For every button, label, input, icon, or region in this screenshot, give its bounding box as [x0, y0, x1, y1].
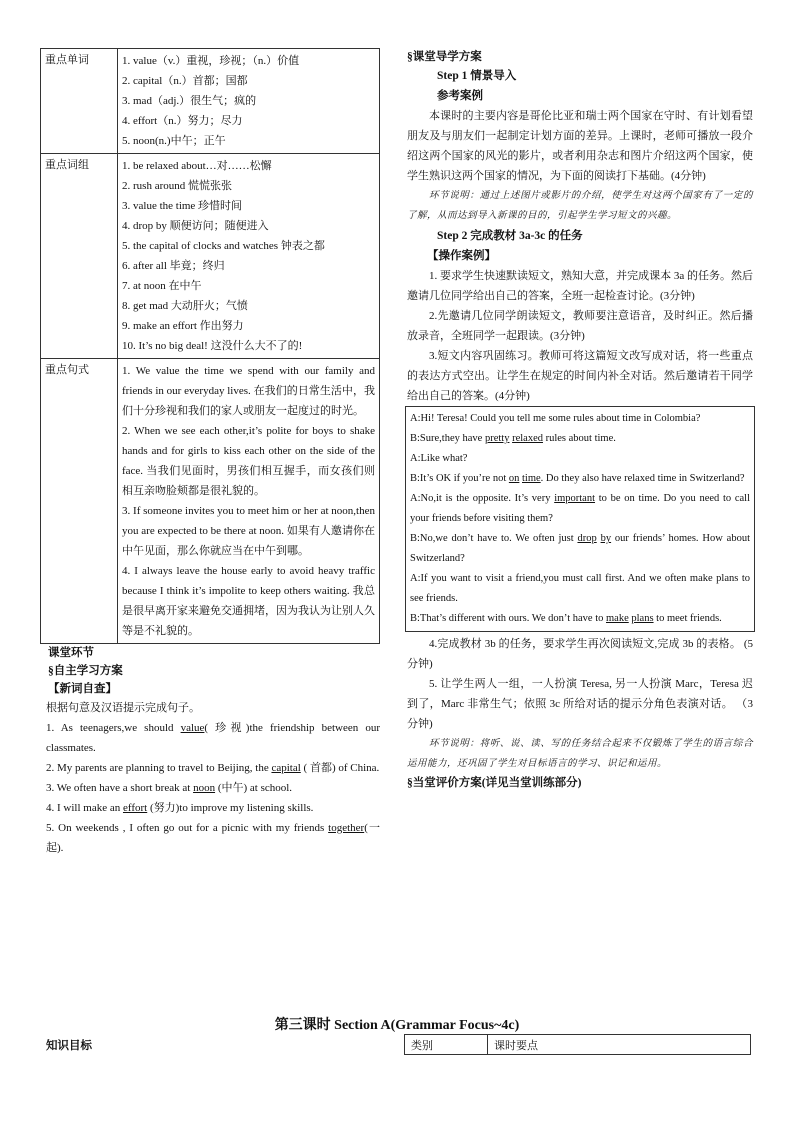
list-item: 4. effort（n.）努力；尽力	[122, 115, 243, 127]
exercise-text: ( 首都) of China.	[300, 762, 380, 774]
exercise-answer: capital	[271, 762, 301, 774]
list-item: 7. at noon 在中午	[122, 280, 202, 292]
list-item: 5. noon(n.)中午；正午	[122, 135, 226, 147]
list-item: 1. We value the time we spend with our family and friends in our everyday lives. 在我们的日常生活中，我们十分珍视和我们的家人或朋友一起度过的时光。	[122, 365, 375, 417]
dialog-line	[410, 449, 750, 469]
dialog-text: to meet friends.	[653, 613, 722, 624]
exercise-item	[46, 818, 380, 858]
list-item: 2. When we see each other,it’s polite for boys to shake hands and for girls to kiss each other on the side of the face. 当我们见面时，男孩们相互握手，而女孩们则相互亲吻脸颊都是很礼貌的。	[122, 425, 375, 497]
exercise-text: (一起).	[46, 822, 380, 854]
guide-heading: §课堂导学方案	[407, 51, 482, 63]
list-item: 1. value（v.）重视，珍视；（n.）价值	[122, 55, 300, 67]
dialog-line	[410, 489, 750, 529]
self-study-heading: §自主学习方案	[48, 665, 123, 677]
exercise-text: 4. I will make an	[46, 802, 123, 814]
list-item: 2. rush around 慌慌张张	[122, 180, 232, 192]
dialog-line	[410, 429, 750, 449]
exercise-text: 3. We often have a short break at	[46, 782, 194, 794]
row-category: 重点句式	[41, 359, 118, 644]
dialog-answer: important	[554, 493, 596, 504]
exercise-text: 5. On weekends , I often go out for a picnic with my friends	[46, 822, 329, 834]
exercise-text: 1. As teenagers,we should	[46, 722, 181, 734]
exercise-item	[46, 798, 380, 818]
list-item: 3. If someone invites you to meet him or her at noon,then you are expected to be there at noon. 如果有人邀请你在中午见面，那么你就应当在中午到哪。	[122, 505, 375, 557]
table-row	[41, 49, 380, 154]
dialog-line	[410, 569, 750, 609]
table-row	[41, 154, 380, 359]
dialog-text: A:If you want to visit a friend,you must call first. And we often make plans to see friends.	[410, 573, 750, 604]
dialog-text: B:It’s OK if you’re not	[410, 473, 509, 484]
list-item: 8. get mad 大动肝火；气愤	[122, 300, 248, 312]
ref-case-heading: 参考案例	[437, 90, 483, 102]
list-item: 4. I always leave the house early to avoid heavy traffic because I think it’s impolite to keep others waiting. 我总是很早离开家来避免交通拥堵，因为我认为让别人久等是不礼貌的。	[122, 565, 375, 637]
dialog-text: B:That’s different with ours. We don’t have to	[410, 613, 606, 624]
dialog-text: to be on time. Do you need to call your friends before visiting them?	[410, 493, 751, 524]
lesson-table	[404, 1034, 751, 1055]
lesson-title: 第三课时 Section A(Grammar Focus~4c)	[274, 1018, 520, 1033]
left-column	[40, 48, 380, 858]
paragraph: 3.短文内容巩固练习。教师可将这篇短文改写成对话，将一些重点的表达方式空出。让学生在规定的时间内补全对话。然后邀请若干同学给出自己的答案。(4分钟)	[407, 350, 753, 402]
dialog-text: B:No,we don’t have to. We often just	[410, 533, 578, 544]
dialog-text: A:Like what?	[410, 453, 468, 464]
note: 环节说明：将听、说、读、写的任务结合起来不仅锻炼了学生的语言综合运用能力，还巩固了学生对目标语言的学习、识记和运用。	[407, 739, 753, 769]
paragraph: 4.完成教材 3b 的任务，要求学生再次阅读短文,完成 3b 的表格。 (5分钟)	[407, 638, 753, 670]
new-words-heading: 【新词自查】	[48, 683, 117, 695]
list-item: 4. drop by 顺便访问；随便进入	[122, 220, 269, 232]
list-item: 1. be relaxed about…对……松懈	[122, 160, 272, 172]
dialog-box	[405, 406, 755, 632]
paragraph: 2.先邀请几位同学朗读短文，教师要注意语音，及时纠正。然后播放录音，全班同学一起跟读。(3分钟)	[407, 310, 753, 342]
exercise-answer: effort	[122, 802, 148, 814]
exercise-item	[46, 718, 380, 758]
exercise-item	[46, 758, 380, 778]
dialog-line	[410, 609, 750, 629]
right-column	[407, 48, 753, 792]
dialog-answer: plans	[631, 613, 654, 624]
dialog-text: . Do they also have relaxed time in Switzerland?	[540, 473, 745, 484]
evaluation-heading: §当堂评价方案(详见当堂训练部分)	[407, 777, 582, 789]
list-item: 2. capital（n.）首都；国都	[122, 75, 248, 87]
list-item: 6. after all 毕竟；终归	[122, 260, 225, 272]
dialog-answer: relaxed	[512, 433, 543, 444]
step2-heading: Step 2 完成教材 3a-3c 的任务	[437, 230, 583, 242]
dialog-text: A:Hi! Teresa! Could you tell me some rules about time in Colombia?	[410, 413, 701, 424]
list-item: 10. It’s no big deal! 这没什么大不了的!	[122, 340, 303, 352]
step1-heading: Step 1 情景导入	[437, 70, 517, 82]
exercise-item	[46, 778, 380, 798]
list-item: 3. value the time 珍惜时间	[122, 200, 243, 212]
dialog-line	[410, 529, 750, 569]
exercise-text: (中午) at school.	[215, 782, 293, 794]
vocab-table	[40, 48, 380, 644]
exercise-text: (努力)to improve my listening skills.	[147, 802, 314, 814]
table-row	[41, 359, 380, 644]
table-header-cell: 类别	[405, 1035, 488, 1055]
dialog-text: rules about time.	[542, 433, 616, 444]
dialog-line	[410, 469, 750, 489]
paragraph: 1. 要求学生快速默读短文，熟知大意，并完成课本 3a 的任务。然后邀请几位同学给出自己的答案，全班一起检查讨论。(3分钟)	[407, 270, 753, 302]
row-category: 重点单词	[41, 49, 118, 154]
dialog-answer: by	[600, 533, 612, 544]
list-item: 9. make an effort 作出努力	[122, 320, 244, 332]
dialog-answer: time	[522, 473, 541, 484]
classroom-heading: 课堂环节	[48, 647, 94, 659]
paragraph: 5. 让学生两人一组，一人扮演 Teresa, 另一人扮演 Marc，Teresa 迟到了，Marc 非常生气；依照 3c 所给对话的提示分角色表演对话。 （3分钟)	[407, 678, 753, 730]
row-category: 重点词组	[41, 154, 118, 359]
list-item: 3. mad（adj.）很生气；疯的	[122, 95, 257, 107]
instruction-text: 根据句意及汉语提示完成句子。	[46, 702, 200, 714]
list-item: 5. the capital of clocks and watches 钟表之都	[122, 240, 325, 252]
dialog-answer: pretty	[484, 433, 510, 444]
dialog-answer: drop	[577, 533, 597, 544]
exercise-text: ( 珍视)the friendship between our classmates.	[46, 722, 381, 754]
dialog-line	[410, 409, 750, 429]
note: 环节说明：通过上述图片或影片的介绍，使学生对这两个国家有了一定的了解，从而达到导入新课的目的，引起学生学习短文的兴趣。	[407, 191, 753, 221]
exercise-answer: value	[180, 722, 205, 734]
goal-label: 知识目标	[46, 1040, 92, 1052]
dialog-text: A:No,it is the opposite. It’s very	[410, 493, 555, 504]
dialog-answer: on	[508, 473, 520, 484]
dialog-answer: make	[606, 613, 629, 624]
row-items	[118, 359, 380, 644]
exercise-answer: noon	[193, 782, 216, 794]
table-header-cell: 课时要点	[488, 1035, 751, 1055]
row-items	[118, 49, 380, 154]
dialog-text: our friends’ homes. How about Switzerland?	[410, 533, 750, 564]
exercise-answer: together	[328, 822, 365, 834]
table-row	[405, 1035, 751, 1055]
exercise-text: 2. My parents are planning to travel to Beijing, the	[46, 762, 272, 774]
row-items	[118, 154, 380, 359]
paragraph: 本课时的主要内容是哥伦比亚和瑞士两个国家在守时、有计划看望朋友及与朋友们一起制定计划方面的差异。上课时，老师可播放一段介绍这两个国家的风光的影片，或者利用杂志和图片介绍这两个国家，使学生熟识这两个国家的情况，为下面的阅读打下基础。(4分钟)	[407, 110, 753, 182]
op-case-heading: 【操作案例】	[427, 250, 496, 262]
dialog-text: B:Sure,they have	[410, 433, 485, 444]
